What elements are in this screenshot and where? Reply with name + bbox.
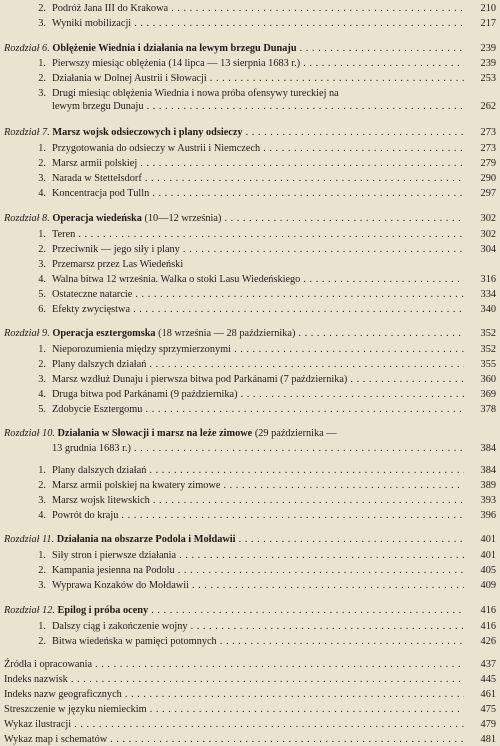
toc-section-entry[interactable] (0, 243, 500, 256)
section-heading (30, 157, 464, 170)
page-number: 217 (480, 18, 496, 29)
page-number: 409 (480, 580, 496, 591)
section-number: 4. (38, 389, 46, 400)
toc-section-entry[interactable] (0, 258, 500, 271)
toc-section-entry[interactable] (0, 303, 500, 316)
section-number: 3. (38, 88, 46, 99)
toc-section-entry[interactable] (0, 17, 500, 30)
page-number: 416 (480, 605, 496, 616)
page-number: 426 (480, 636, 496, 647)
page-number: 304 (480, 244, 496, 255)
page-number: 378 (480, 404, 496, 415)
section-heading (30, 243, 464, 256)
chapter-dates: (10—12 września) (144, 213, 222, 224)
toc-section-entry[interactable] (0, 172, 500, 185)
section-heading (30, 494, 464, 507)
section-number: 5. (38, 289, 46, 300)
page-number: 340 (480, 304, 496, 315)
section-heading (30, 303, 464, 316)
page-number: 273 (480, 127, 496, 138)
backmatter-title: Streszczenie w języku niemieckim . . . (4, 703, 464, 716)
toc-chapter-entry[interactable] (0, 126, 500, 139)
backmatter-title: Indeks nazw geograficznych . . . (4, 688, 464, 701)
section-number: 1. (38, 58, 46, 69)
toc-chapter-entry[interactable] (0, 604, 500, 617)
section-heading (30, 343, 464, 356)
section-number: 3. (38, 580, 46, 591)
toc-backmatter-entry[interactable] (0, 703, 500, 716)
page-number: 384 (480, 443, 496, 454)
page-number: 389 (480, 480, 496, 491)
section-number: 1. (38, 229, 46, 240)
toc-section-entry[interactable] (0, 620, 500, 633)
section-title: Bitwa wiedeńska w pamięci potomnych (52, 636, 217, 647)
section-title: Efekty zwycięstwa (52, 304, 131, 315)
section-title: Walna bitwa 12 września. Walka o stoki Lasu Wiedeńskiego (52, 274, 301, 285)
toc-backmatter-entry[interactable] (0, 658, 500, 671)
section-number: 2. (38, 158, 46, 169)
toc-continuation-line[interactable] (0, 442, 500, 455)
backmatter-title: Indeks nazwisk . . . (4, 673, 464, 686)
chapter-heading (4, 427, 464, 440)
page-number: 297 (480, 188, 496, 199)
page-number: 475 (480, 704, 496, 715)
section-title: Koncentracja pod Tulln (52, 188, 150, 199)
toc-chapter-entry[interactable] (0, 42, 500, 55)
page-number: 369 (480, 389, 496, 400)
page-number: 401 (480, 534, 496, 545)
toc-backmatter-entry[interactable] (0, 673, 500, 686)
toc-section-entry[interactable] (0, 343, 500, 356)
section-heading (30, 228, 464, 241)
backmatter-title: Wykaz map i schematów . . . (4, 733, 464, 746)
toc-section-entry[interactable] (0, 228, 500, 241)
page-number: 416 (480, 621, 496, 632)
section-number: 1. (38, 550, 46, 561)
toc-backmatter-entry[interactable] (0, 718, 500, 731)
toc-section-entry[interactable] (0, 288, 500, 301)
section-number: 3. (38, 374, 46, 385)
backmatter-title: Wykaz ilustracji . . . (4, 718, 464, 731)
section-number: 3. (38, 495, 46, 506)
toc-chapter-entry[interactable] (0, 427, 500, 440)
page-number: 352 (480, 344, 496, 355)
section-heading (30, 17, 464, 30)
section-heading (30, 620, 464, 633)
section-heading (30, 388, 464, 401)
page-number: 360 (480, 374, 496, 385)
toc-section-entry[interactable] (0, 494, 500, 507)
section-title: Siły stron i pierwsze działania (52, 550, 177, 561)
page-number: 279 (480, 158, 496, 169)
section-title: Przeciwnik — jego siły i plany (52, 244, 180, 255)
toc-section-entry[interactable] (0, 479, 500, 492)
page-number: 352 (480, 328, 496, 339)
toc-section-entry[interactable] (0, 72, 500, 85)
toc-chapter-entry[interactable] (0, 212, 500, 225)
toc-chapter-entry[interactable] (0, 533, 500, 546)
page-number: 334 (480, 289, 496, 300)
section-title: Marsz wzdłuż Dunaju i pierwsza bitwa pod Parkánami (7 października) (52, 374, 348, 385)
chapter-title: Działania na obszarze Podola i Mołdawii (56, 534, 236, 545)
section-title: Plany dalszych działań (52, 359, 147, 370)
chapter-label: Rozdział 6. (4, 43, 50, 54)
section-number: 3. (38, 18, 46, 29)
chapter-heading (4, 327, 464, 340)
section-number: 5. (38, 404, 46, 415)
toc-section-entry[interactable] (0, 464, 500, 477)
continuation-text: lewym brzegu Dunaju . . . (52, 100, 464, 113)
chapter-title: Oblężenie Wiednia i działania na lewym brzegu Dunaju (52, 43, 297, 54)
toc-section-entry[interactable] (0, 564, 500, 577)
chapter-heading (4, 42, 464, 55)
section-number: 1. (38, 621, 46, 632)
section-number: 2. (38, 636, 46, 647)
section-title: Marsz wojsk litewskich (52, 495, 150, 506)
page-number: 253 (480, 73, 496, 84)
section-heading (30, 273, 464, 286)
chapter-label: Rozdział 9. (4, 328, 50, 339)
backmatter-title: Źródła i opracowania . . . (4, 658, 464, 671)
section-heading (30, 87, 464, 100)
toc-section-entry[interactable] (0, 509, 500, 522)
section-heading (30, 57, 464, 70)
section-number: 4. (38, 274, 46, 285)
section-heading (30, 142, 464, 155)
page-number: 396 (480, 510, 496, 521)
chapter-title: Marsz wojsk odsieczowych i plany odsieczy (52, 127, 243, 138)
section-number: 2. (38, 73, 46, 84)
section-title: Przygotowania do odsieczy w Austrii i Niemczech (52, 143, 261, 154)
section-title: Ostateczne natarcie (52, 289, 133, 300)
section-heading (30, 2, 464, 15)
page-number: 290 (480, 173, 496, 184)
chapter-label: Rozdział 10. (4, 428, 55, 439)
section-heading (30, 288, 464, 301)
section-heading (30, 549, 464, 562)
section-heading (30, 72, 464, 85)
toc-section-entry[interactable] (0, 157, 500, 170)
section-heading (30, 579, 464, 592)
section-heading (30, 187, 464, 200)
page-number: 273 (480, 143, 496, 154)
continuation-text: 13 grudnia 1683 r.) . . . (52, 442, 464, 455)
toc-section-entry[interactable] (0, 87, 500, 100)
section-heading (30, 479, 464, 492)
section-heading (30, 564, 464, 577)
section-number: 2. (38, 565, 46, 576)
page-number: 239 (480, 43, 496, 54)
section-number: 1. (38, 143, 46, 154)
section-heading (30, 358, 464, 371)
chapter-title: Operacja wiedeńska (52, 213, 142, 224)
toc-section-entry[interactable] (0, 142, 500, 155)
section-title: Podróż Jana III do Krakowa (52, 3, 169, 14)
page-number: 239 (480, 58, 496, 69)
section-number: 3. (38, 173, 46, 184)
section-title: Drugi miesiąc oblężenia Wiednia i nowa próba ofensywy tureckiej na (52, 88, 339, 99)
section-title: Narada w Stettelsdorf (52, 173, 142, 184)
section-title: Teren (52, 229, 76, 240)
chapter-title: Działania w Słowacji i marsz na leże zimowe (57, 428, 253, 439)
page-number: 401 (480, 550, 496, 561)
section-title: Powrót do kraju (52, 510, 119, 521)
section-heading (30, 258, 464, 271)
toc-section-entry[interactable] (0, 635, 500, 648)
section-title: Działania w Dolnej Austrii i Słowacji (52, 73, 207, 84)
chapter-dates: (18 września — 28 października) (158, 328, 296, 339)
toc-section-entry[interactable] (0, 549, 500, 562)
chapter-heading (4, 126, 464, 139)
toc-section-entry[interactable] (0, 2, 500, 15)
chapter-label: Rozdział 8. (4, 213, 50, 224)
chapter-title: Operacja esztergomska (52, 328, 156, 339)
section-title: Plany dalszych działań (52, 465, 147, 476)
section-heading (30, 403, 464, 416)
section-title: Zdobycie Esztergomu (52, 404, 143, 415)
section-number: 4. (38, 188, 46, 199)
section-title: Przemarsz przez Las Wiedeński (52, 259, 184, 270)
page-number: 445 (480, 674, 496, 685)
toc-continuation-line[interactable] (0, 100, 500, 113)
toc-section-entry[interactable] (0, 358, 500, 371)
section-title: Wyniki mobilizacji (52, 18, 132, 29)
toc-section-entry[interactable] (0, 403, 500, 416)
section-heading (30, 635, 464, 648)
page-number: 302 (480, 229, 496, 240)
section-number: 2. (38, 359, 46, 370)
page-number: 302 (480, 213, 496, 224)
page-number: 461 (480, 689, 496, 700)
page-number: 393 (480, 495, 496, 506)
page-number: 384 (480, 465, 496, 476)
toc-section-entry[interactable] (0, 187, 500, 200)
toc-section-entry[interactable] (0, 57, 500, 70)
section-number: 4. (38, 510, 46, 521)
section-title: Nieporozumienia między sprzymierzonymi (52, 344, 231, 355)
chapter-label: Rozdział 12. (4, 605, 55, 616)
toc-section-entry[interactable] (0, 388, 500, 401)
toc-chapter-entry[interactable] (0, 327, 500, 340)
section-number: 2. (38, 244, 46, 255)
chapter-heading (4, 604, 464, 617)
toc-section-entry[interactable] (0, 273, 500, 286)
chapter-label: Rozdział 11. (4, 534, 55, 545)
toc-section-entry[interactable] (0, 579, 500, 592)
page-number: 437 (480, 659, 496, 670)
section-title: Marsz armii polskiej na kwatery zimowe (52, 480, 221, 491)
page-number: 355 (480, 359, 496, 370)
section-heading (30, 373, 464, 386)
toc-backmatter-entry[interactable] (0, 688, 500, 701)
section-heading (30, 172, 464, 185)
page-number: 210 (480, 3, 496, 14)
chapter-heading (4, 212, 464, 225)
chapter-label: Rozdział 7. (4, 127, 50, 138)
section-number: 6. (38, 304, 46, 315)
chapter-heading (4, 533, 464, 546)
section-title: Kampania jesienna na Podolu (52, 565, 175, 576)
page-number: 405 (480, 565, 496, 576)
section-title: Druga bitwa pod Parkánami (9 października) (52, 389, 238, 400)
page-number: 479 (480, 719, 496, 730)
chapter-title: Epilog i próba oceny (57, 605, 149, 616)
section-title: Dalszy ciąg i zakończenie wojny (52, 621, 188, 632)
section-heading (30, 509, 464, 522)
section-number: 1. (38, 344, 46, 355)
section-number: 1. (38, 465, 46, 476)
section-heading (30, 464, 464, 477)
section-title: Pierwszy miesiąc oblężenia (14 lipca — 13 sierpnia 1683 r.) (52, 58, 301, 69)
chapter-dates: (29 października — (254, 428, 337, 439)
toc-section-entry[interactable] (0, 373, 500, 386)
section-number: 3. (38, 259, 46, 270)
section-title: Marsz armii polskiej (52, 158, 138, 169)
section-number: 2. (38, 480, 46, 491)
page-number: 481 (480, 734, 496, 745)
page-number: 262 (480, 101, 496, 112)
section-number: 2. (38, 3, 46, 14)
section-title: Wyprawa Kozaków do Mołdawii (52, 580, 189, 591)
page-number: 316 (480, 274, 496, 285)
